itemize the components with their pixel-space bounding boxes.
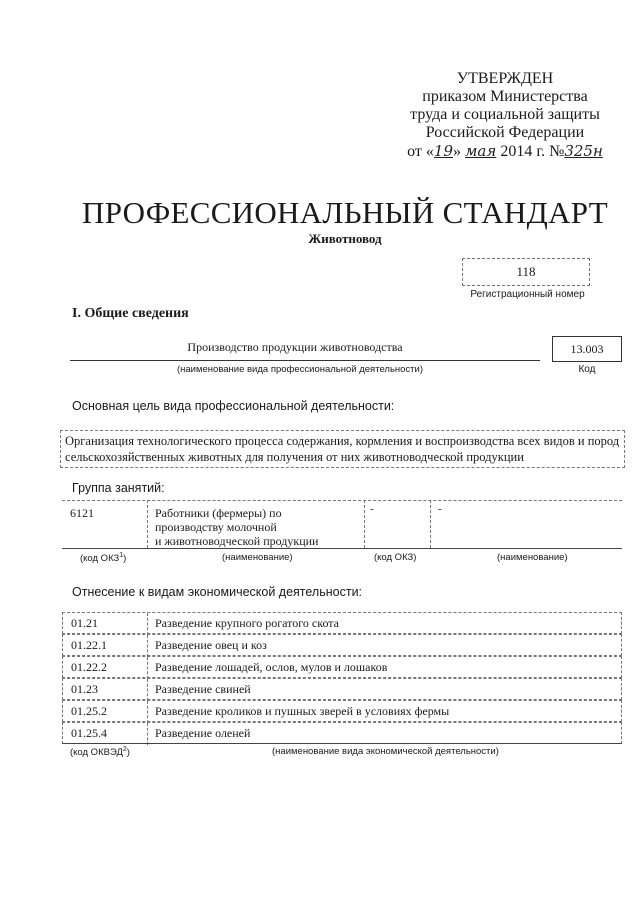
activity-underline [70, 360, 540, 361]
goal-label: Основная цель вида профессиональной деятельности: [72, 399, 395, 413]
okved-code: 01.25.4 [71, 726, 107, 740]
okved-code: 01.21 [71, 616, 98, 630]
okved-divider [147, 613, 148, 635]
registration-number-label: Регистрационный номер [470, 289, 585, 300]
occupation-divider [147, 500, 148, 548]
okved-name: Разведение лошадей, ослов, мулов и лошаков [155, 660, 388, 674]
okved-row [62, 722, 622, 744]
activity-code-box: 13.003 [552, 336, 622, 362]
occupation-table-top [62, 500, 622, 501]
activity-name-caption: (наименование вида профессиональной деятельности) [176, 364, 424, 375]
okved-row [62, 634, 622, 656]
activity-name: Производство продукции животноводства [187, 340, 403, 354]
occupation-code-2: - [370, 503, 374, 515]
okved-row [62, 656, 622, 678]
okved-divider [147, 679, 148, 701]
okved-row [62, 678, 622, 700]
approval-block [390, 70, 620, 161]
economic-activity-label: Отнесение к видам экономической деятельности: [72, 585, 363, 599]
registration-number-box: 118 [462, 258, 590, 286]
okved-code: 01.22.1 [71, 638, 107, 652]
occupation-table-bottom [62, 548, 622, 549]
okved-code: 01.25.2 [71, 704, 107, 718]
okved-name: Разведение крупного рогатого скота [155, 616, 339, 630]
occupation-code: 6121 [70, 506, 94, 520]
okved-divider [147, 657, 148, 679]
okved-name: Разведение кроликов и пушных зверей в условиях фермы [155, 704, 450, 718]
okved-code: 01.22.2 [71, 660, 107, 674]
approval-date: от «19» мая 2014 г. №325н [407, 142, 603, 160]
okved-name: Разведение свиней [155, 682, 251, 696]
approval-line: приказом Министерства [422, 88, 588, 105]
goal-text-box: Организация технологического процесса содержания, кормления и воспроизводства всех видов и пород сельскохозяйственных животных для получения от них животноводческой продукции [60, 430, 625, 468]
occupation-name-caption: (наименование) [222, 552, 293, 563]
approval-line: Российской Федерации [425, 124, 585, 141]
occupation-group-label: Группа занятий: [72, 481, 165, 495]
okved-table-bottom [62, 743, 622, 744]
okved-code-caption: (код ОКВЭД$^2$) [70, 746, 130, 759]
occupation-code-2-caption: (код ОКЗ) [374, 552, 417, 563]
occupation-divider [364, 500, 365, 548]
section-heading: I. Общие сведения [72, 306, 189, 321]
activity-code-caption: Код [578, 364, 596, 375]
occupation-name-2: - [438, 503, 442, 515]
handwritten-day: 19 [433, 142, 453, 160]
okved-divider [147, 701, 148, 723]
approval-heading: УТВЕРЖДЕН [456, 70, 554, 87]
occupation-name-2-caption: (наименование) [497, 552, 568, 563]
okved-row [62, 700, 622, 722]
occupation-name: Работники (фермеры) по производству молочной и животноводческой продукции [155, 506, 319, 548]
okved-divider [147, 723, 148, 745]
document-subtitle: Животновод [308, 231, 382, 246]
occupation-divider [430, 500, 431, 548]
okved-code: 01.23 [71, 682, 98, 696]
okved-name-caption: (наименование вида экономической деятельности) [272, 746, 499, 757]
okved-row [62, 612, 622, 634]
okved-divider [147, 635, 148, 657]
handwritten-number: 325н [564, 142, 603, 160]
approval-line: труда и социальной защиты [410, 106, 600, 123]
occupation-code-caption: (код ОКЗ$^1$) [80, 552, 127, 565]
okved-name: Разведение оленей [155, 726, 251, 740]
handwritten-month: мая [465, 142, 497, 160]
document-title: ПРОФЕССИОНАЛЬНЫЙ СТАНДАРТ [82, 195, 608, 230]
okved-name: Разведение овец и коз [155, 638, 267, 652]
